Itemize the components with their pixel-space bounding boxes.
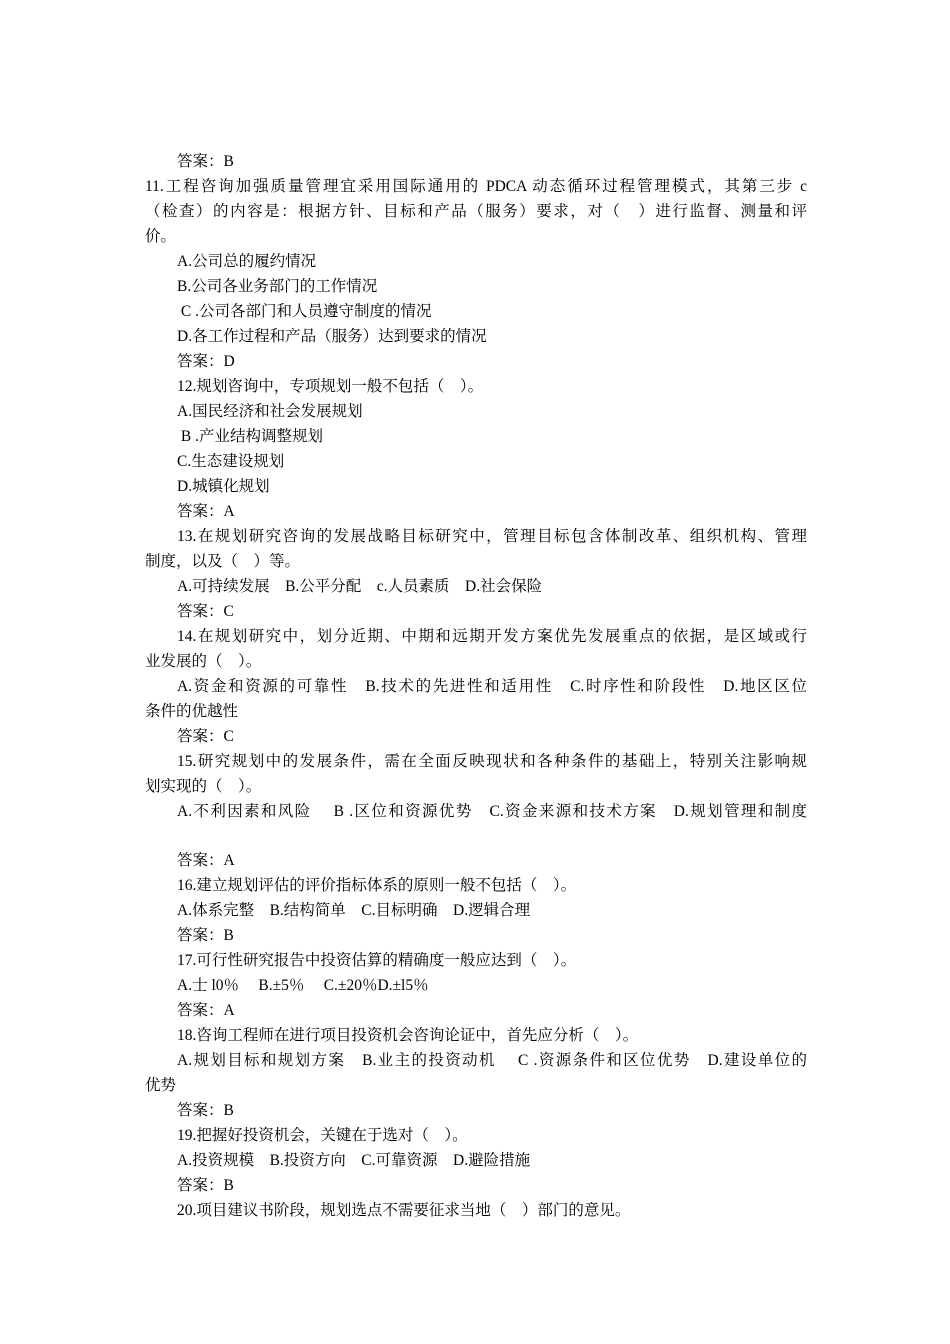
option-line: B .产业结构调整规划 xyxy=(177,428,323,445)
question-14-text: 业发展的（ ）。 xyxy=(145,653,262,670)
option-line: C.生态建设规划 xyxy=(177,453,285,470)
option-line: A.士 l0％ B.±5％ C.±20％D.±l5％ xyxy=(177,977,429,994)
question-18-text: 18.咨询工程师在进行项目投资机会咨询论证中，首先应分析（ ）。 xyxy=(177,1027,639,1044)
option-line: A.规划目标和规划方案 B.业主的投资动机 C .资源条件和区位优势 D.建设单位的 xyxy=(177,1052,807,1069)
answer-line: 答案：B xyxy=(177,927,234,944)
question-19-text: 19.把握好投资机会，关键在于选对（ ）。 xyxy=(177,1127,468,1144)
option-line: C .公司各部门和人员遵守制度的情况 xyxy=(177,303,432,320)
answer-line: 答案：B xyxy=(177,153,234,170)
question-16-text: 16.建立规划评估的评价指标体系的原则一般不包括（ ）。 xyxy=(177,877,577,894)
question-11-text: 价。 xyxy=(145,228,177,245)
option-line: A.投资规模 B.投资方向 C.可靠资源 D.避险措施 xyxy=(177,1152,531,1169)
option-line: D.城镇化规划 xyxy=(177,478,270,495)
option-line: A.资金和资源的可靠性 B.技术的先进性和适用性 C.时序性和阶段性 D.地区区位 xyxy=(177,678,807,695)
question-11-text: （检查）的内容是：根据方针、目标和产品（服务）要求，对（ ）进行监督、测量和评 xyxy=(145,203,807,220)
answer-line: 答案：C xyxy=(177,728,234,745)
answer-line: 答案：A xyxy=(177,852,235,869)
question-20-text: 20.项目建议书阶段，规划选点不需要征求当地（ ）部门的意见。 xyxy=(177,1202,631,1219)
option-line: A.国民经济和社会发展规划 xyxy=(177,403,363,420)
option-line: 优势 xyxy=(145,1077,177,1094)
option-line: B.公司各业务部门的工作情况 xyxy=(177,278,378,295)
question-14-text: 14.在规划研究中，划分近期、中期和远期开发方案优先发展重点的依据，是区域或行 xyxy=(177,628,807,645)
question-17-text: 17.可行性研究报告中投资估算的精确度一般应达到（ ）。 xyxy=(177,952,577,969)
answer-line: 答案：A xyxy=(177,503,235,520)
question-11-text: 11.工程咨询加强质量管理宜采用国际通用的 PDCA 动态循环过程管理模式，其第三步 c xyxy=(145,178,807,195)
question-13-text: 13.在规划研究咨询的发展战略目标研究中，管理目标包含体制改革、组织机构、管理 xyxy=(177,528,807,545)
answer-line: 答案：C xyxy=(177,603,234,620)
option-line: D.各工作过程和产品（服务）达到要求的情况 xyxy=(177,328,487,345)
answer-line: 答案：B xyxy=(177,1177,234,1194)
question-15-text: 划实现的（ ）。 xyxy=(145,778,262,795)
answer-line: 答案：D xyxy=(177,353,235,370)
option-line: A.公司总的履约情况 xyxy=(177,253,317,270)
question-13-text: 制度，以及（ ）等。 xyxy=(145,553,301,570)
option-line: A.体系完整 B.结构简单 C.目标明确 D.逻辑合理 xyxy=(177,902,531,919)
answer-line: 答案：B xyxy=(177,1102,234,1119)
option-line: A.不利因素和风险 B .区位和资源优势 C.资金来源和技术方案 D.规划管理和制度 xyxy=(177,803,807,820)
question-12-text: 12.规划咨询中，专项规划一般不包括（ ）。 xyxy=(177,378,484,395)
answer-line: 答案：A xyxy=(177,1002,235,1019)
question-15-text: 15.研究规划中的发展条件，需在全面反映现状和各种条件的基础上，特别关注影响规 xyxy=(177,753,807,770)
option-line: 条件的优越性 xyxy=(145,703,239,720)
option-line: A.可持续发展 B.公平分配 c.人员素质 D.社会保险 xyxy=(177,578,543,595)
